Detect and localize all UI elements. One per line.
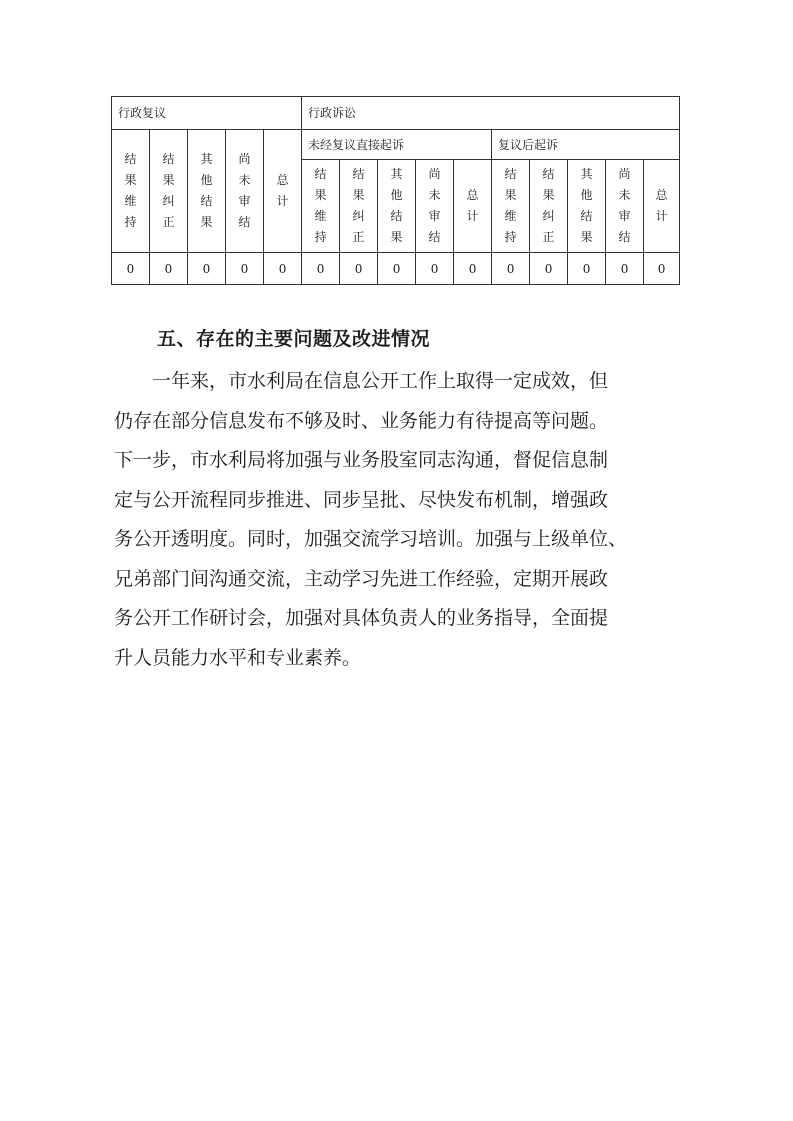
value-cell: 0	[378, 253, 416, 285]
direct-col-total: 总计	[454, 160, 492, 253]
paragraph-line: 仍存在部分信息发布不够及时、业务能力有待提高等问题。	[114, 409, 609, 432]
value-cell: 0	[568, 253, 606, 285]
paragraph-line: 升人员能力水平和专业素养。	[114, 646, 362, 669]
value-cell: 0	[530, 253, 568, 285]
section-heading: 五、存在的主要问题及改进情况	[157, 328, 431, 350]
direct-col-corrected: 结果纠正	[340, 160, 378, 253]
value-cell: 0	[188, 253, 226, 285]
paragraph-line: 下一步，市水利局将加强与业务股室同志沟通，督促信息制	[114, 449, 609, 471]
direct-col-pending: 尚未审结	[416, 160, 454, 253]
review-litigation-table	[111, 96, 680, 285]
post-review-suit-header: 复议后起诉	[492, 130, 680, 160]
value-cell: 0	[340, 253, 378, 285]
post-col-total: 总计	[644, 160, 680, 253]
paragraph-line: 一年来，市水利局在信息公开工作上取得一定成效，但	[152, 370, 609, 392]
paragraph-line: 务公开工作研讨会，加强对具体负责人的业务指导，全面提	[114, 607, 609, 629]
post-col-upheld: 结果维持	[492, 160, 530, 253]
post-col-pending: 尚未审结	[606, 160, 644, 253]
value-cell: 0	[302, 253, 340, 285]
value-cell: 0	[644, 253, 680, 285]
value-cell: 0	[264, 253, 302, 285]
value-cell: 0	[226, 253, 264, 285]
admin-litigation-header: 行政诉讼	[302, 97, 680, 130]
paragraph-line: 定与公开流程同步推进、同步呈批、尽快发布机制，增强政	[114, 488, 609, 511]
review-col-total: 总计	[264, 130, 302, 253]
review-col-other: 其他结果	[188, 130, 226, 253]
value-cell: 0	[112, 253, 150, 285]
paragraph-line: 务公开透明度。同时，加强交流学习培训。加强与上级单位、	[114, 528, 628, 550]
value-cell: 0	[150, 253, 188, 285]
direct-col-upheld: 结果维持	[302, 160, 340, 253]
body-paragraph	[114, 362, 690, 678]
review-col-corrected: 结果纠正	[150, 130, 188, 253]
post-col-other: 其他结果	[568, 160, 606, 253]
value-cell: 0	[416, 253, 454, 285]
review-col-upheld: 结果维持	[112, 130, 150, 253]
paragraph-line: 兄弟部门间沟通交流，主动学习先进工作经验，定期开展政	[114, 567, 609, 590]
direct-col-other: 其他结果	[378, 160, 416, 253]
post-col-corrected: 结果纠正	[530, 160, 568, 253]
admin-review-header: 行政复议	[112, 97, 302, 130]
value-cell: 0	[492, 253, 530, 285]
direct-suit-header: 未经复议直接起诉	[302, 130, 492, 160]
value-cell: 0	[606, 253, 644, 285]
review-col-pending: 尚未审结	[226, 130, 264, 253]
value-cell: 0	[454, 253, 492, 285]
